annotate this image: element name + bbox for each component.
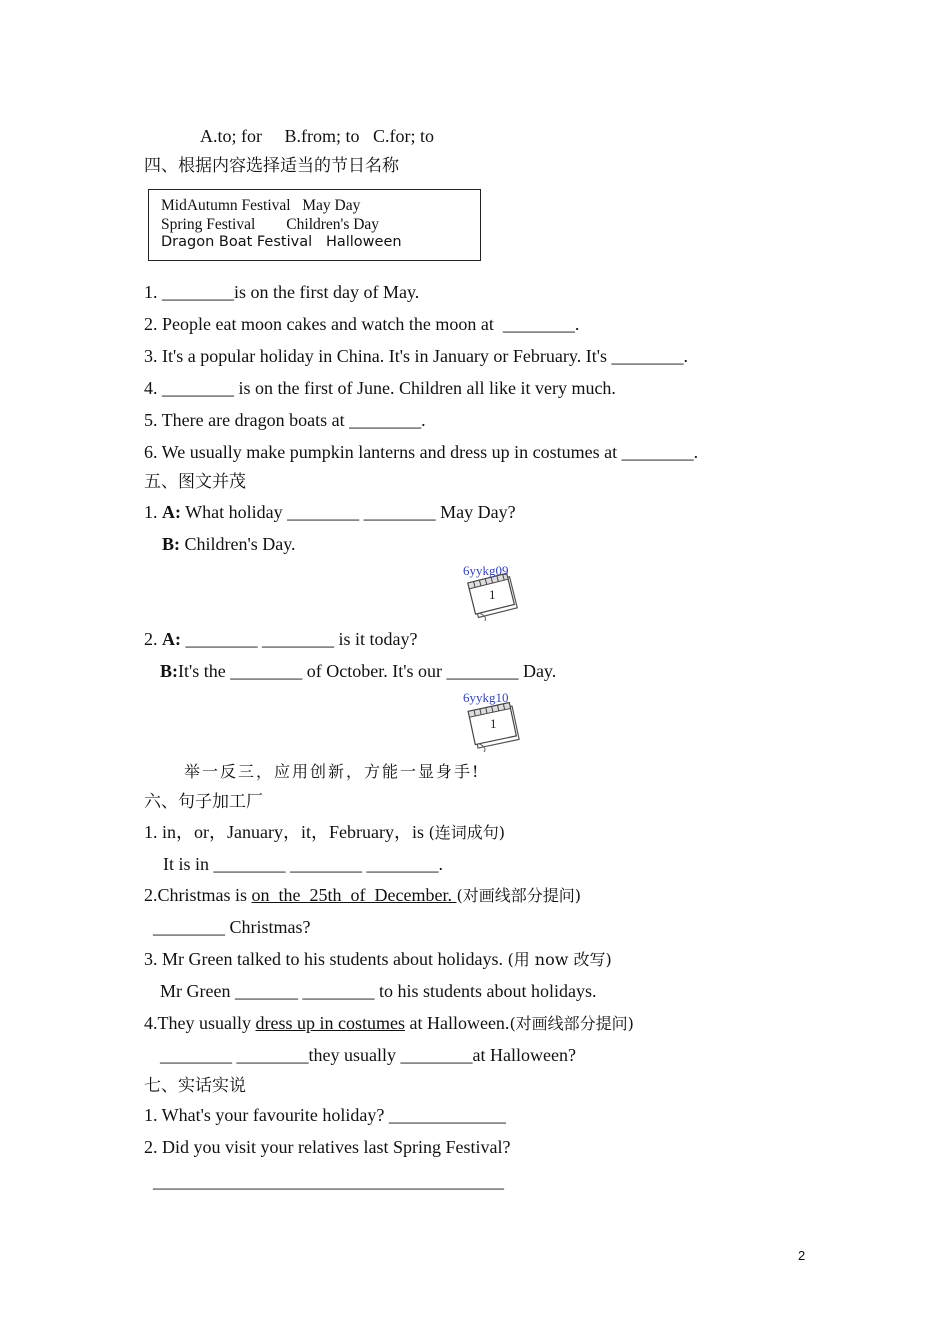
s6-q2-start: 2.Christmas is bbox=[144, 885, 252, 905]
calendar-day-2: 1 bbox=[490, 716, 497, 731]
s6-q1 bbox=[144, 821, 505, 844]
s6-q4-mid: at Halloween. bbox=[404, 1013, 510, 1033]
s5-q1-num: 1. bbox=[144, 502, 162, 522]
calendar-label-2: 6yykg10 bbox=[463, 690, 509, 705]
options-line: A.to; for B.from; to C.for; to bbox=[200, 126, 434, 146]
calendar-image-1 bbox=[463, 563, 525, 621]
calendar-label-1: 6yykg09 bbox=[463, 563, 509, 578]
s6-q4 bbox=[144, 1012, 634, 1035]
s6-q2-underlined: on the 25th of December. bbox=[251, 885, 457, 905]
s6-q3-answer: Mr Green _______ ________ to his students about holidays. bbox=[160, 981, 597, 1001]
s4-question-2: 2. People eat moon cakes and watch the moon at ________. bbox=[144, 314, 580, 334]
section7-heading: 七、实话实说 bbox=[144, 1076, 246, 1096]
s6-q2 bbox=[144, 884, 581, 907]
page-number: 2 bbox=[798, 1248, 806, 1263]
word-bank-row2: Spring Festival Children's Day bbox=[161, 216, 380, 233]
s5-q2-a-text: ________ ________ is it today? bbox=[181, 629, 418, 649]
calendar-image-2 bbox=[463, 690, 527, 752]
s5-q1-b-label: B: bbox=[162, 534, 180, 554]
s6-q3-note: (用 now 改写) bbox=[507, 950, 612, 969]
s6-q4-answer: ________ ________they usually ________at Halloween? bbox=[160, 1045, 576, 1065]
s7-answer-line: _______________________________________ bbox=[153, 1171, 504, 1191]
word-bank-row3: Dragon Boat Festival Halloween bbox=[161, 234, 402, 250]
s4-question-3: 3. It's a popular holiday in China. It's in January or February. It's ________. bbox=[144, 346, 688, 366]
s5-q2-b-label: B: bbox=[160, 661, 178, 681]
s6-q2-answer: ________ Christmas? bbox=[153, 917, 311, 937]
word-bank-box bbox=[148, 189, 481, 261]
s4-question-5: 5. There are dragon boats at ________. bbox=[144, 410, 426, 430]
motto: 举一反三，应用创新，方能一显身手! bbox=[184, 762, 481, 781]
calendar-day-1: 1 bbox=[489, 587, 496, 602]
s6-q1-answer: It is in ________ ________ ________. bbox=[163, 854, 444, 874]
s6-q4-note: (对画线部分提问) bbox=[509, 1014, 634, 1033]
s5-q2-num: 2. bbox=[144, 629, 162, 649]
s7-question-1: 1. What's your favourite holiday? _____________ bbox=[144, 1105, 506, 1125]
word-bank-row1: MidAutumn Festival May Day bbox=[161, 197, 361, 214]
section4-heading: 四、根据内容选择适当的节日名称 bbox=[144, 156, 399, 176]
s4-question-6: 6. We usually make pumpkin lanterns and dress up in costumes at ________. bbox=[144, 442, 699, 462]
s5-q1-a-label: A: bbox=[162, 502, 181, 522]
section6-heading: 六、句子加工厂 bbox=[144, 792, 263, 812]
s6-q4-start: 4.They usually bbox=[144, 1013, 256, 1033]
s5-q2-b-text: It's the ________ of October. It's our ________ Day. bbox=[178, 661, 557, 681]
s7-question-2: 2. Did you visit your relatives last Spring Festival? bbox=[144, 1137, 511, 1157]
s5-q1-a bbox=[144, 501, 516, 523]
s6-q1-note: (连词成句) bbox=[428, 823, 505, 842]
s4-question-4: 4. ________ is on the first of June. Children all like it very much. bbox=[144, 378, 616, 398]
s5-q2-b bbox=[160, 660, 556, 682]
section5-heading: 五、图文并茂 bbox=[144, 472, 246, 492]
s5-q1-a-text: What holiday ________ ________ May Day? bbox=[181, 502, 516, 522]
s5-q1-b bbox=[162, 533, 296, 555]
s5-q1-b-text: Children's Day. bbox=[180, 534, 296, 554]
s5-q2-a bbox=[144, 628, 418, 650]
s5-q2-a-label: A: bbox=[162, 629, 181, 649]
s6-q2-note: (对画线部分提问) bbox=[456, 886, 581, 905]
s6-q3-start: 3. Mr Green talked to his students about holidays. bbox=[144, 949, 508, 969]
s6-q3 bbox=[144, 948, 612, 971]
s4-question-1: 1. ________is on the first day of May. bbox=[144, 282, 420, 302]
s6-q4-underlined: dress up in costumes bbox=[255, 1013, 405, 1033]
s6-q1-words: 1. in，or，January，it，February，is bbox=[144, 822, 429, 842]
